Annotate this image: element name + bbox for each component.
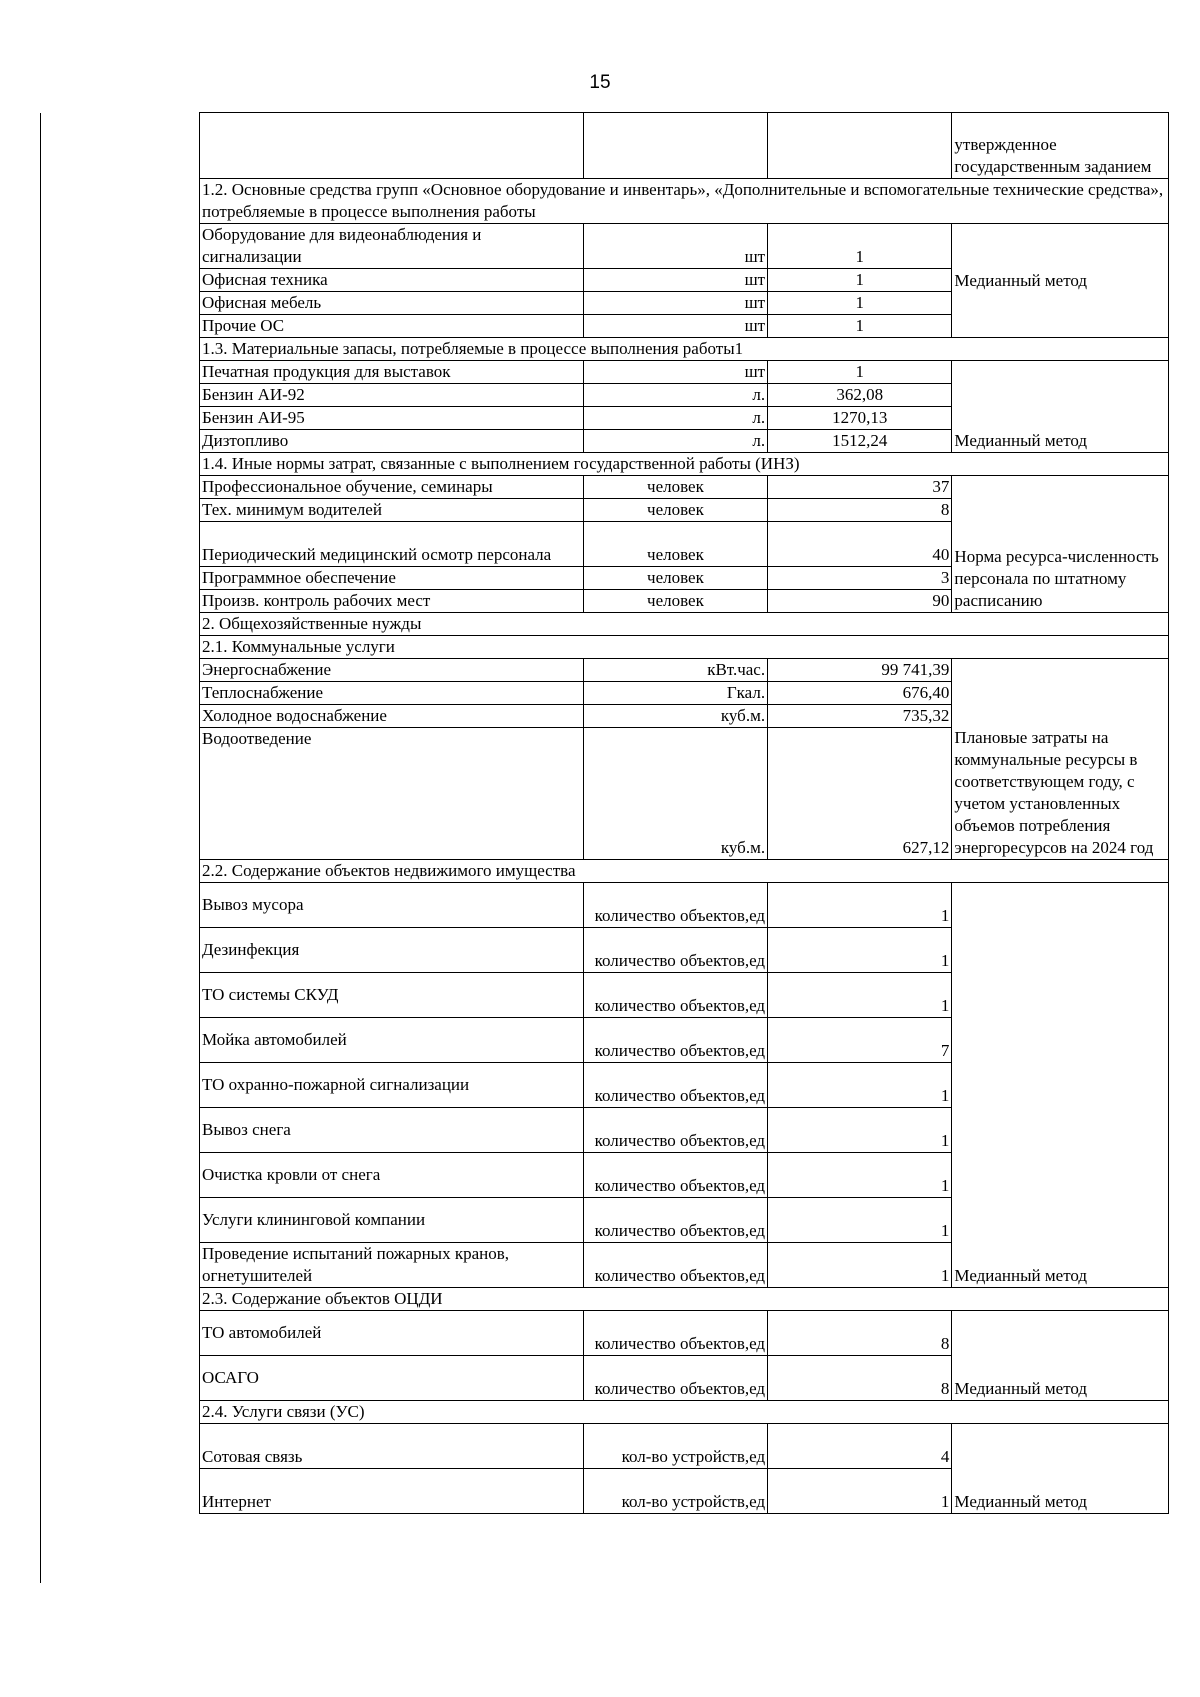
row-unit: кВт.час. (583, 659, 767, 682)
row-unit: количество объектов,ед (583, 928, 767, 973)
row-name: Проведение испытаний пожарных кранов, огнетушителей (200, 1243, 584, 1288)
row-qty: 1270,13 (768, 407, 952, 430)
row-name: Вывоз снега (200, 1108, 584, 1153)
row-name: Печатная продукция для выставок (200, 361, 584, 384)
row-qty: 7 (768, 1018, 952, 1063)
row-name: ОСАГО (200, 1356, 584, 1401)
row-name: ТО автомобилей (200, 1311, 584, 1356)
norms-table (199, 112, 1169, 1514)
row-unit: куб.м. (583, 705, 767, 728)
cell-empty (768, 113, 952, 179)
row-unit: л. (583, 407, 767, 430)
method-cell: Медианный метод (952, 1311, 1169, 1401)
row-qty: 37 (768, 476, 952, 499)
row-qty: 1512,24 (768, 430, 952, 453)
section-header: 2. Общехозяйственные нужды (200, 613, 1169, 636)
row-name: Программное обеспечение (200, 567, 584, 590)
section-header: 2.3. Содержание объектов ОЦДИ (200, 1288, 1169, 1311)
row-qty: 99 741,39 (768, 659, 952, 682)
row-qty: 1 (768, 1243, 952, 1288)
row-unit: л. (583, 430, 767, 453)
row-unit: шт (583, 292, 767, 315)
row-name: Профессиональное обучение, семинары (200, 476, 584, 499)
row-unit: количество объектов,ед (583, 1063, 767, 1108)
row-unit: кол-во устройств,ед (583, 1424, 767, 1469)
cell-empty (200, 113, 584, 179)
row-qty: 1 (768, 269, 952, 292)
row-name: Мойка автомобилей (200, 1018, 584, 1063)
row-qty: 8 (768, 1356, 952, 1401)
method-cell: Медианный метод (952, 1424, 1169, 1514)
row-unit: Гкал. (583, 682, 767, 705)
row-name: Оборудование для видеонаблюдения и сигнализации (200, 224, 584, 269)
row-unit: человек (583, 522, 767, 567)
row-name: Офисная техника (200, 269, 584, 292)
row-unit: человек (583, 499, 767, 522)
row-qty: 1 (768, 1063, 952, 1108)
row-qty: 1 (768, 1469, 952, 1514)
row-qty: 40 (768, 522, 952, 567)
row-name: Услуги клининговой компании (200, 1198, 584, 1243)
left-margin-rule (40, 113, 41, 1583)
row-name: Офисная мебель (200, 292, 584, 315)
method-cell: Плановые затраты на коммунальные ресурсы в соответствующем году, с учетом установленных объемов потребления энергоресурсов на 2024 год (952, 659, 1169, 860)
row-unit: человек (583, 590, 767, 613)
row-name: Очистка кровли от снега (200, 1153, 584, 1198)
row-unit: шт (583, 224, 767, 269)
row-name: ТО охранно-пожарной сигнализации (200, 1063, 584, 1108)
row-name: Дезинфекция (200, 928, 584, 973)
row-qty: 676,40 (768, 682, 952, 705)
row-qty: 1 (768, 973, 952, 1018)
row-unit: количество объектов,ед (583, 1108, 767, 1153)
row-qty: 1 (768, 883, 952, 928)
row-unit: количество объектов,ед (583, 1243, 767, 1288)
section-header: 2.1. Коммунальные услуги (200, 636, 1169, 659)
cell-empty (583, 113, 767, 179)
row-unit: шт (583, 269, 767, 292)
row-name: Водоотведение (200, 728, 584, 860)
section-header: 2.2. Содержание объектов недвижимого имущества (200, 860, 1169, 883)
row-qty: 3 (768, 567, 952, 590)
row-qty: 4 (768, 1424, 952, 1469)
row-unit: куб.м. (583, 728, 767, 860)
row-name: Дизтопливо (200, 430, 584, 453)
section-header: 2.4. Услуги связи (УС) (200, 1401, 1169, 1424)
row-unit: количество объектов,ед (583, 1153, 767, 1198)
row-unit: количество объектов,ед (583, 883, 767, 928)
section-header: 1.4. Иные нормы затрат, связанные с выполнением государственной работы (ИНЗ) (200, 453, 1169, 476)
method-cell: Норма ресурса-численность персонала по штатному расписанию (952, 476, 1169, 613)
row-unit: шт (583, 315, 767, 338)
row-qty: 8 (768, 499, 952, 522)
row-unit: человек (583, 567, 767, 590)
row-qty: 1 (768, 1153, 952, 1198)
method-cell: утвержденное государственным заданием (952, 113, 1169, 179)
row-name: Бензин АИ-92 (200, 384, 584, 407)
row-unit: количество объектов,ед (583, 1018, 767, 1063)
row-name: Периодический медицинский осмотр персонала (200, 522, 584, 567)
row-unit: количество объектов,ед (583, 1198, 767, 1243)
row-name: Энергоснабжение (200, 659, 584, 682)
row-name: Произв. контроль рабочих мест (200, 590, 584, 613)
page-number: 15 (589, 72, 611, 93)
row-name: Тех. минимум водителей (200, 499, 584, 522)
row-name: Бензин АИ-95 (200, 407, 584, 430)
row-qty: 1 (768, 292, 952, 315)
row-unit: шт (583, 361, 767, 384)
row-unit: количество объектов,ед (583, 973, 767, 1018)
row-unit: количество объектов,ед (583, 1311, 767, 1356)
row-unit: количество объектов,ед (583, 1356, 767, 1401)
method-cell: Медианный метод (952, 361, 1169, 453)
row-name: Вывоз мусора (200, 883, 584, 928)
row-qty: 1 (768, 928, 952, 973)
row-unit: л. (583, 384, 767, 407)
method-cell: Медианный метод (952, 224, 1169, 338)
row-name: Холодное водоснабжение (200, 705, 584, 728)
row-name: Прочие ОС (200, 315, 584, 338)
row-qty: 735,32 (768, 705, 952, 728)
row-qty: 362,08 (768, 384, 952, 407)
row-qty: 1 (768, 1108, 952, 1153)
row-qty: 90 (768, 590, 952, 613)
row-qty: 627,12 (768, 728, 952, 860)
row-name: Сотовая связь (200, 1424, 584, 1469)
row-unit: кол-во устройств,ед (583, 1469, 767, 1514)
row-qty: 1 (768, 361, 952, 384)
row-qty: 1 (768, 1198, 952, 1243)
section-header: 1.3. Материальные запасы, потребляемые в процессе выполнения работы1 (200, 338, 1169, 361)
row-qty: 1 (768, 315, 952, 338)
section-header: 1.2. Основные средства групп «Основное оборудование и инвентарь», «Дополнительные и вспомогательные технические средства», потребляемые в процессе выполнения работы (200, 179, 1169, 224)
row-name: Интернет (200, 1469, 584, 1514)
row-name: ТО системы СКУД (200, 973, 584, 1018)
method-cell: Медианный метод (952, 883, 1169, 1288)
row-qty: 1 (768, 224, 952, 269)
row-unit: человек (583, 476, 767, 499)
row-name: Теплоснабжение (200, 682, 584, 705)
row-qty: 8 (768, 1311, 952, 1356)
